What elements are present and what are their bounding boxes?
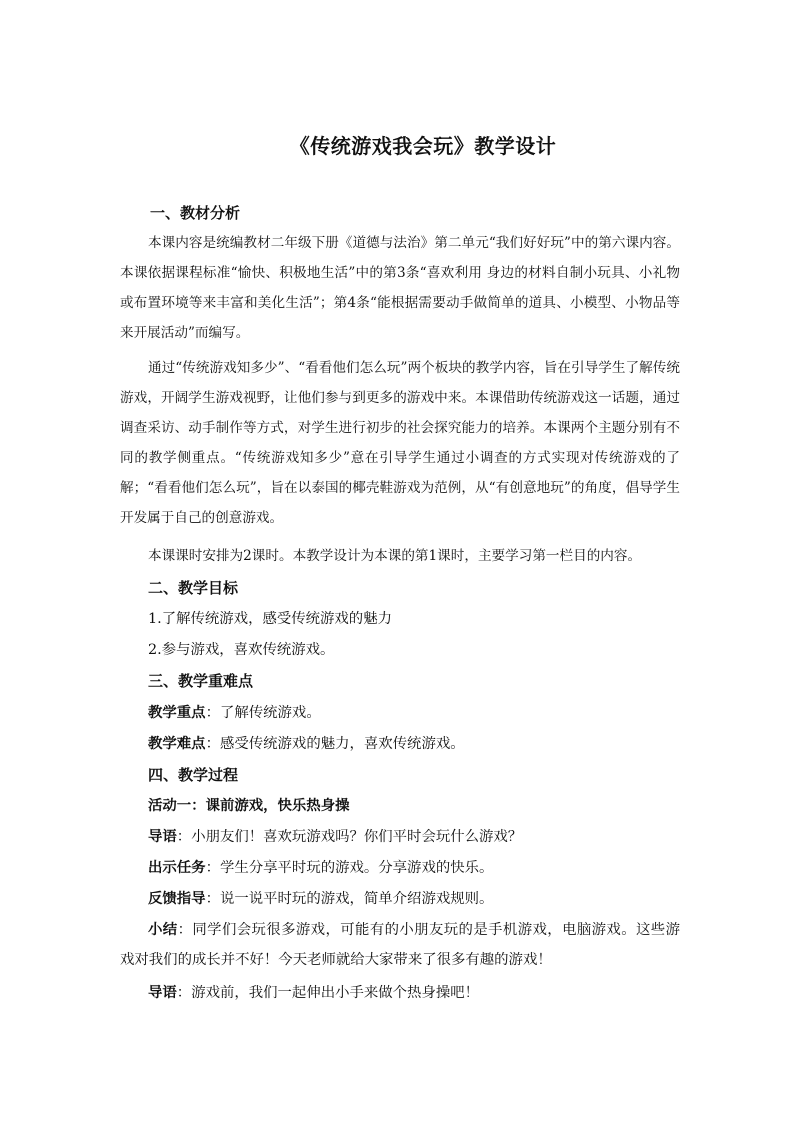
key-point-text: ：了解传统游戏。 xyxy=(205,705,321,721)
summary-text: ：同学们会玩很多游戏，可能有的小朋友玩的是手机游戏，电脑游戏。这些游戏对我们的成长并不好！今天老师就给大家带来了很多有趣的游戏！ xyxy=(120,922,680,968)
difficult-point-label: 教学难点 xyxy=(148,735,206,752)
section-heading-key-points: 三、教学重难点 xyxy=(148,672,254,690)
material-analysis-paragraph-1 xyxy=(120,228,680,348)
intro-text: ：小朋友们！喜欢玩游戏吗？你们平时会玩什么游戏？ xyxy=(176,829,523,845)
feedback-text: ：说一说平时玩的游戏，简单介绍游戏规则。 xyxy=(205,891,494,907)
difficult-point-text: ：感受传统游戏的魅力，喜欢传统游戏。 xyxy=(205,736,465,752)
key-point-label: 教学重点 xyxy=(148,704,206,721)
goal-text: 2.参与游戏，喜欢传统游戏。 xyxy=(148,642,335,658)
material-analysis-paragraph-3 xyxy=(120,541,680,571)
section-teaching-process xyxy=(120,765,680,785)
task-line xyxy=(120,858,680,878)
difficult-point-line xyxy=(120,734,680,754)
section-key-difficult-points xyxy=(120,671,680,691)
intro2-line xyxy=(120,983,680,1003)
task-text: ：学生分享平时玩的游戏。分享游戏的快乐。 xyxy=(205,860,494,876)
intro2-label: 导语 xyxy=(148,984,177,1001)
section-teaching-goals xyxy=(120,578,680,598)
feedback-line xyxy=(120,889,680,909)
section-heading-material-analysis: 一、教材分析 xyxy=(150,204,241,222)
feedback-label: 反馈指导 xyxy=(148,890,206,907)
activity-one-title: 活动一：课前游戏，快乐热身操 xyxy=(148,797,350,814)
section-teaching-material-analysis xyxy=(120,203,680,223)
document-title: 《传统游戏我会玩》教学设计 xyxy=(289,134,557,158)
summary-label: 小结 xyxy=(148,921,178,938)
intro-line xyxy=(120,827,680,847)
intro2-text: ：游戏前，我们一起伸出小手来做个热身操吧！ xyxy=(176,985,480,1001)
section-heading-teaching-process: 四、教学过程 xyxy=(148,766,239,784)
goal-text: 1.了解传统游戏，感受传统游戏的魅力 xyxy=(148,611,392,627)
goal-item-1 xyxy=(120,609,680,629)
paragraph-text: 本课内容是统编教材二年级下册《道德与法治》第二单元“我们好好玩”中的第六课内容。本课依据课程标准“愉快、积极地生活”中的第3条“喜欢利用 身边的材料自制小玩具、小礼物或布置环境等来丰富和美化生活”；第4条“能根据需要动手做简单的道具、小模型、小物品等来开展活动”而编写。 xyxy=(120,235,680,341)
material-analysis-paragraph-2 xyxy=(120,353,680,533)
summary-paragraph xyxy=(120,915,680,975)
paragraph-text: 本课课时安排为2课时。本教学设计为本课的第1课时，主要学习第一栏目的内容。 xyxy=(148,548,642,564)
paragraph-text: 通过“传统游戏知多少”、“看看他们怎么玩”两个板块的教学内容，旨在引导学生了解传统游戏，开阔学生游戏视野，让他们参与到更多的游戏中来。本课借助传统游戏这一话题，通过调查采访、动手制作等方式，对学生进行初步的社会探究能力的培养。本课两个主题分别有不同的教学侧重点。“传统游戏知多少”意在引导学生通过小调查的方式实现对传统游戏的了解；“看看他们怎么玩”，旨在以泰国的椰壳鞋游戏为范例，从“有创意地玩”的角度，倡导学生开发属于自己的创意游戏。 xyxy=(120,360,680,526)
intro-label: 导语 xyxy=(148,828,177,845)
key-point-line xyxy=(120,703,680,723)
section-heading-teaching-goals: 二、教学目标 xyxy=(148,579,239,597)
goal-item-2 xyxy=(120,640,680,660)
task-label: 出示任务 xyxy=(148,859,206,876)
activity-one-line xyxy=(120,796,680,816)
